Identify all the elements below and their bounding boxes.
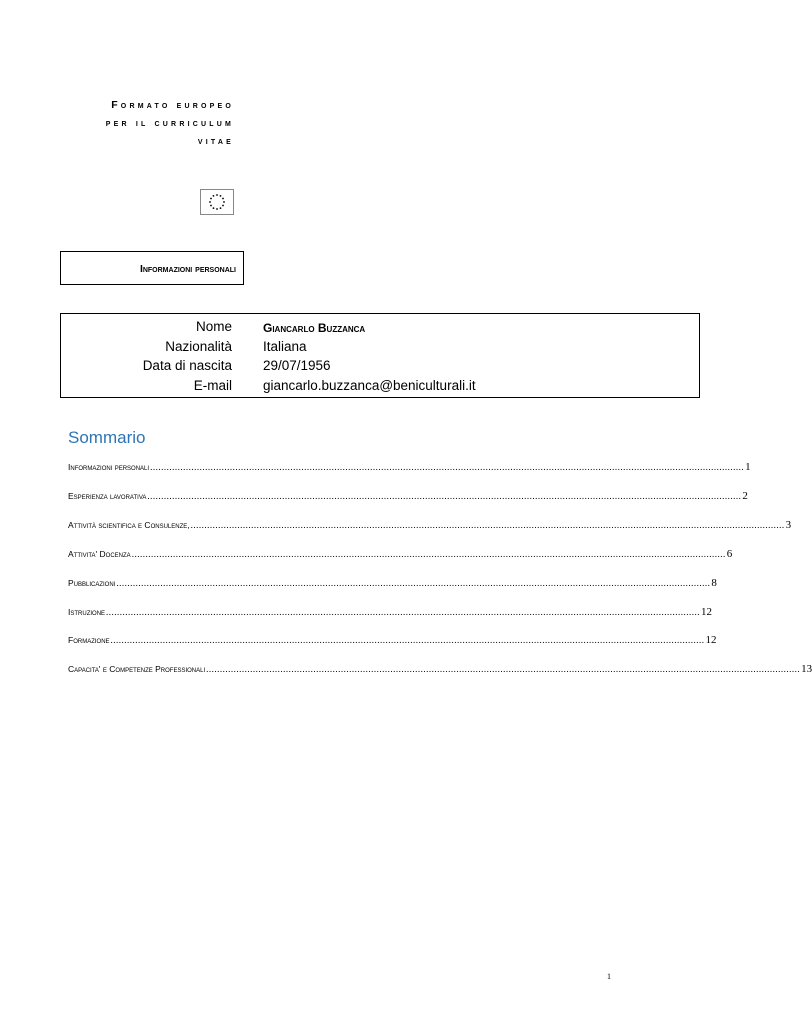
info-row-birthdate: [61, 356, 699, 376]
toc-leader: ........................................................................................................................................................................................................................: [116, 578, 711, 588]
toc-entry-text: Istruzione: [68, 607, 106, 617]
toc-entry-text: Pubblicazioni: [68, 578, 116, 588]
toc-entry[interactable]: [68, 548, 733, 562]
personal-info-table: [60, 313, 700, 398]
info-value: Giancarlo Buzzanca: [263, 321, 366, 335]
page-number: 1: [607, 972, 611, 981]
info-value: Italiana: [263, 339, 307, 354]
toc-entry-text: Informazioni personali: [68, 462, 150, 472]
section-label: Informazioni personali: [139, 263, 236, 275]
title-line: Formato europeo: [111, 99, 234, 111]
toc-leader: ........................................................................................................................................................................................................................: [131, 549, 726, 559]
info-label: Nome: [195, 319, 232, 334]
eu-flag-icon: [200, 189, 234, 215]
toc-entry-page: 12: [701, 606, 713, 618]
toc-leader: ........................................................................................................................................................................................................................: [106, 607, 701, 617]
title-line: vitae: [197, 135, 234, 147]
toc-entry-page: 3: [785, 519, 792, 531]
title-line: per il curriculum: [105, 117, 234, 129]
section-header-personal-info: [60, 251, 244, 285]
toc-entry[interactable]: [68, 634, 717, 648]
toc-entry-page: 1: [745, 461, 751, 473]
toc-entry-page: 2: [742, 490, 748, 502]
info-value: 29/07/1956: [263, 358, 331, 373]
toc-leader: ........................................................................................................................................................................................................................: [150, 462, 745, 472]
info-label: Nazionalità: [165, 339, 232, 354]
toc-entry-page: 13: [801, 663, 812, 675]
toc-leader: ........................................................................................................................................................................................................................: [206, 664, 801, 674]
toc-entry-text: Esperienza lavorativa: [68, 491, 147, 501]
toc-leader: ........................................................................................................................................................................................................................: [110, 635, 705, 645]
toc-entry-text: Attività scientifica e Consulenze,: [68, 520, 190, 530]
info-row-email: [61, 376, 699, 396]
info-label: Data di nascita: [142, 358, 232, 373]
toc-entry-page: 6: [726, 548, 733, 560]
toc-entry-text: Formazione: [68, 635, 110, 645]
toc-entry[interactable]: [68, 490, 748, 504]
toc-leader: ........................................................................................................................................................................................................................: [147, 491, 742, 501]
toc-entry[interactable]: [68, 519, 792, 533]
toc-title: Sommario: [68, 428, 146, 447]
toc-leader: ........................................................................................................................................................................................................................: [190, 520, 785, 530]
document-title: [40, 96, 234, 150]
toc-entry[interactable]: [68, 663, 812, 677]
email-link[interactable]: giancarlo.buzzanca@beniculturali.it: [263, 378, 476, 393]
toc-entry-page: 12: [705, 634, 717, 646]
toc-entry[interactable]: [68, 461, 751, 475]
info-row-nationality: [61, 337, 699, 357]
info-row-name: [61, 317, 699, 337]
toc-entry[interactable]: [68, 577, 717, 591]
toc-entry-page: 8: [711, 577, 717, 589]
info-label: E-mail: [193, 378, 232, 393]
toc-entry-text: Attivita' Docenza: [68, 549, 131, 559]
toc-entry[interactable]: [68, 606, 713, 620]
toc-entry-text: Capacita' e Competenze Professionali: [68, 664, 206, 674]
